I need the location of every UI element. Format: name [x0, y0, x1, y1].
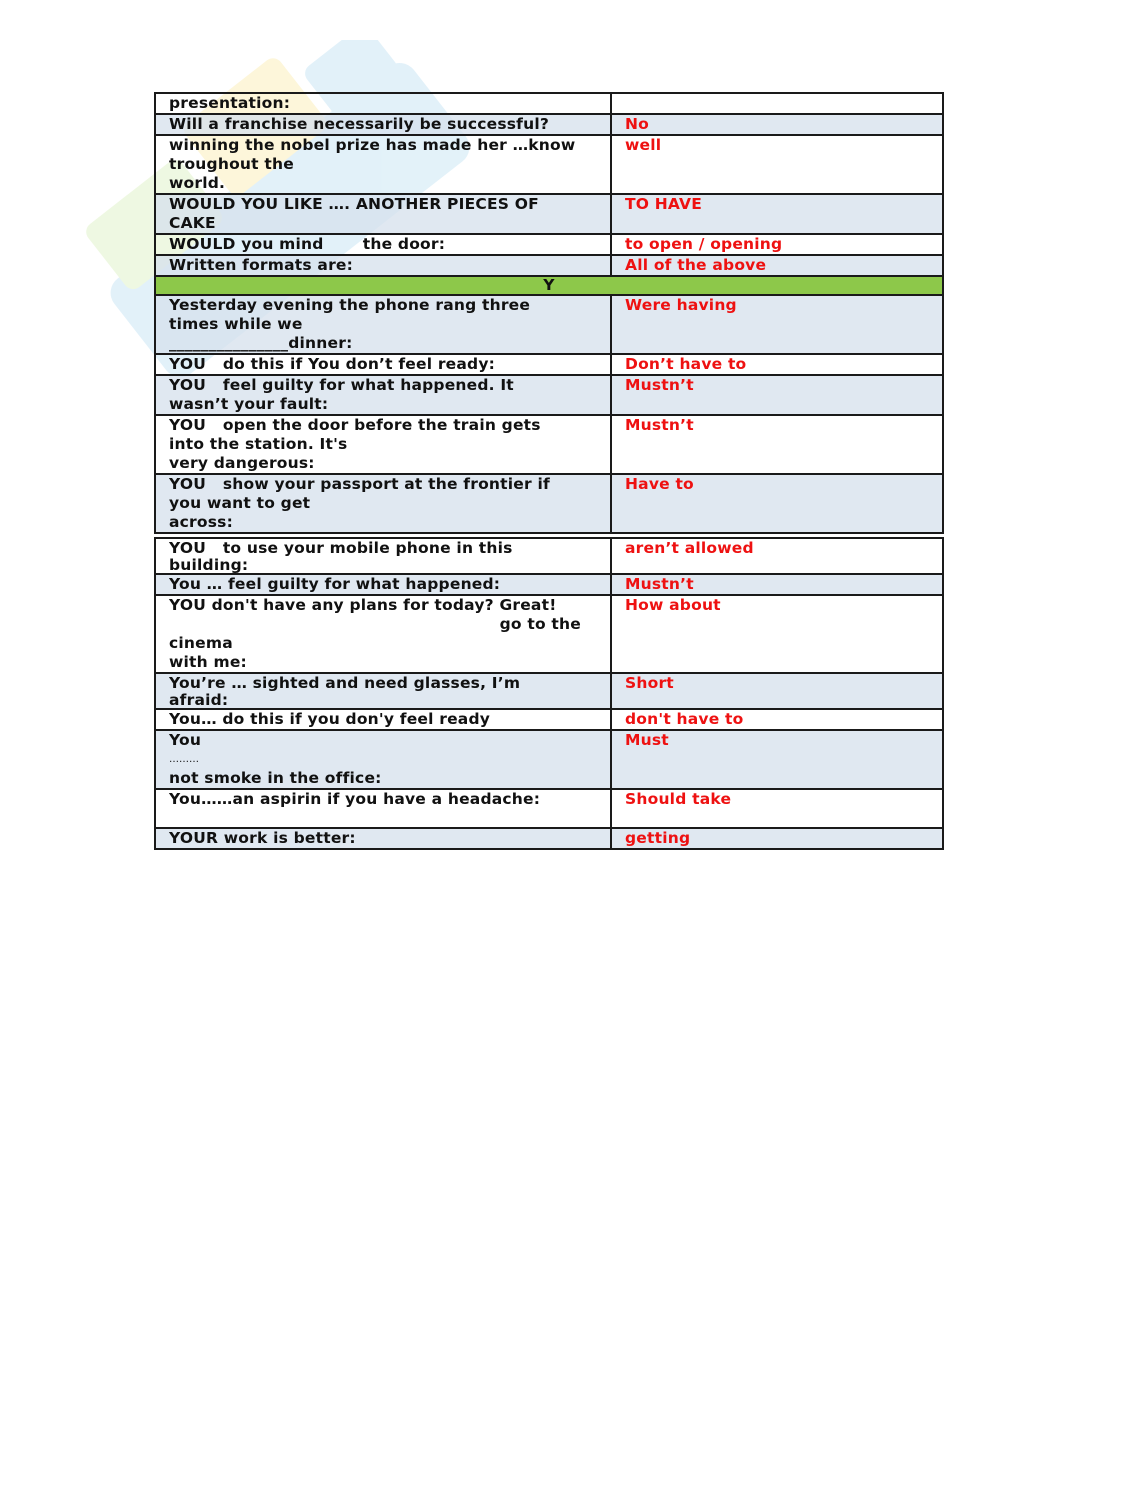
question-text: across: [169, 513, 233, 531]
question-cell [155, 354, 611, 375]
question-text: You… do this if you don'y feel ready [169, 710, 491, 728]
question-cell [155, 828, 611, 849]
question-text [169, 731, 597, 788]
question-text: into the station. It's [169, 435, 348, 453]
table-row [155, 354, 943, 375]
table-row [155, 595, 943, 673]
question-text: afraid: [169, 691, 229, 709]
question-cell [155, 194, 611, 234]
question-cell [155, 295, 611, 354]
question-text: You……an aspirin if you have a headache: [169, 790, 541, 808]
answer-cell: Don’t have to [611, 354, 943, 375]
question-cell [155, 375, 611, 415]
question-cell [155, 709, 611, 730]
question-text: building: [169, 556, 249, 574]
question-text: presentation: [169, 94, 291, 112]
answer-cell: to open / opening [611, 234, 943, 255]
table-row [155, 415, 943, 474]
question-text: WOULD YOU LIKE …. ANOTHER PIECES OF [169, 195, 539, 213]
question-text: YOU feel guilty for what happened. It [169, 376, 514, 394]
question-text: very dangerous: [169, 454, 315, 472]
question-text: YOU don't have any plans for today? Great! [169, 596, 557, 614]
section-letter-row [155, 276, 943, 295]
question-text: Written formats are: [169, 256, 354, 274]
table-row [155, 234, 943, 255]
table-row [155, 375, 943, 415]
question-text: you want to get [169, 494, 311, 512]
question-cell [155, 234, 611, 255]
table-row [155, 93, 943, 114]
question-text: go to the [499, 615, 581, 633]
table-row [155, 789, 943, 828]
question-text: WOULD you mind the door: [169, 235, 446, 253]
question-text: YOU show your passport at the frontier if [169, 475, 550, 493]
question-cell [155, 538, 611, 574]
table-row [155, 538, 943, 574]
question-cell [155, 474, 611, 533]
question-cell [155, 255, 611, 276]
question-cell [155, 93, 611, 114]
answer-cell [611, 93, 943, 114]
blank-dots: ……… [169, 754, 199, 765]
table-row [155, 673, 943, 709]
answer-cell: Mustn’t [611, 574, 943, 595]
question-text: world. [169, 174, 226, 192]
answer-cell: well [611, 135, 943, 194]
table-row [155, 295, 943, 354]
table-row [155, 709, 943, 730]
answers-table-1 [154, 92, 944, 534]
answer-cell: Were having [611, 295, 943, 354]
answer-cell: getting [611, 828, 943, 849]
question-suffix: not smoke in the office: [169, 769, 382, 787]
answer-cell: aren’t allowed [611, 538, 943, 574]
question-text: You’re … sighted and need glasses, I’m [169, 674, 521, 692]
question-cell [155, 114, 611, 135]
question-cell [155, 595, 611, 673]
question-cell [155, 673, 611, 709]
question-prefix: You [169, 731, 202, 749]
answer-cell: Mustn’t [611, 375, 943, 415]
section-letter: Y [155, 276, 943, 295]
question-text: Yesterday evening the phone rang three [169, 296, 531, 314]
question-text: cinema [169, 634, 233, 652]
answers-table-2 [154, 537, 944, 850]
question-text: YOUR work is better: [169, 829, 356, 847]
question-text: YOU do this if You don’t feel ready: [169, 355, 496, 373]
question-cell [155, 730, 611, 789]
question-text: with me: [169, 653, 247, 671]
question-cell [155, 135, 611, 194]
question-text: _______________dinner: [169, 334, 353, 352]
table-row [155, 114, 943, 135]
table-row [155, 474, 943, 533]
table-row [155, 135, 943, 194]
table-row [155, 255, 943, 276]
answer-cell: Mustn’t [611, 415, 943, 474]
answer-cell: No [611, 114, 943, 135]
question-text: YOU open the door before the train gets [169, 416, 541, 434]
question-text: winning the nobel prize has made her …know [169, 136, 576, 154]
question-text: troughout the [169, 155, 294, 173]
answer-cell: Should take [611, 789, 943, 828]
answer-cell: How about [611, 595, 943, 673]
answer-cell: Have to [611, 474, 943, 533]
answer-cell: TO HAVE [611, 194, 943, 234]
answer-cell: All of the above [611, 255, 943, 276]
question-text: times while we [169, 315, 303, 333]
question-text: wasn’t your fault: [169, 395, 329, 413]
answer-cell: don't have to [611, 709, 943, 730]
table-row [155, 828, 943, 849]
question-text: Will a franchise necessarily be successful? [169, 115, 550, 133]
question-text: You … feel guilty for what happened: [169, 575, 501, 593]
question-cell [155, 415, 611, 474]
question-cell [155, 789, 611, 828]
answer-cell: Short [611, 673, 943, 709]
question-cell [155, 574, 611, 595]
answer-cell: Must [611, 730, 943, 789]
table-row [155, 194, 943, 234]
question-text: YOU to use your mobile phone in this [169, 539, 513, 557]
table-row [155, 730, 943, 789]
question-text: CAKE [169, 214, 216, 232]
table-row [155, 574, 943, 595]
